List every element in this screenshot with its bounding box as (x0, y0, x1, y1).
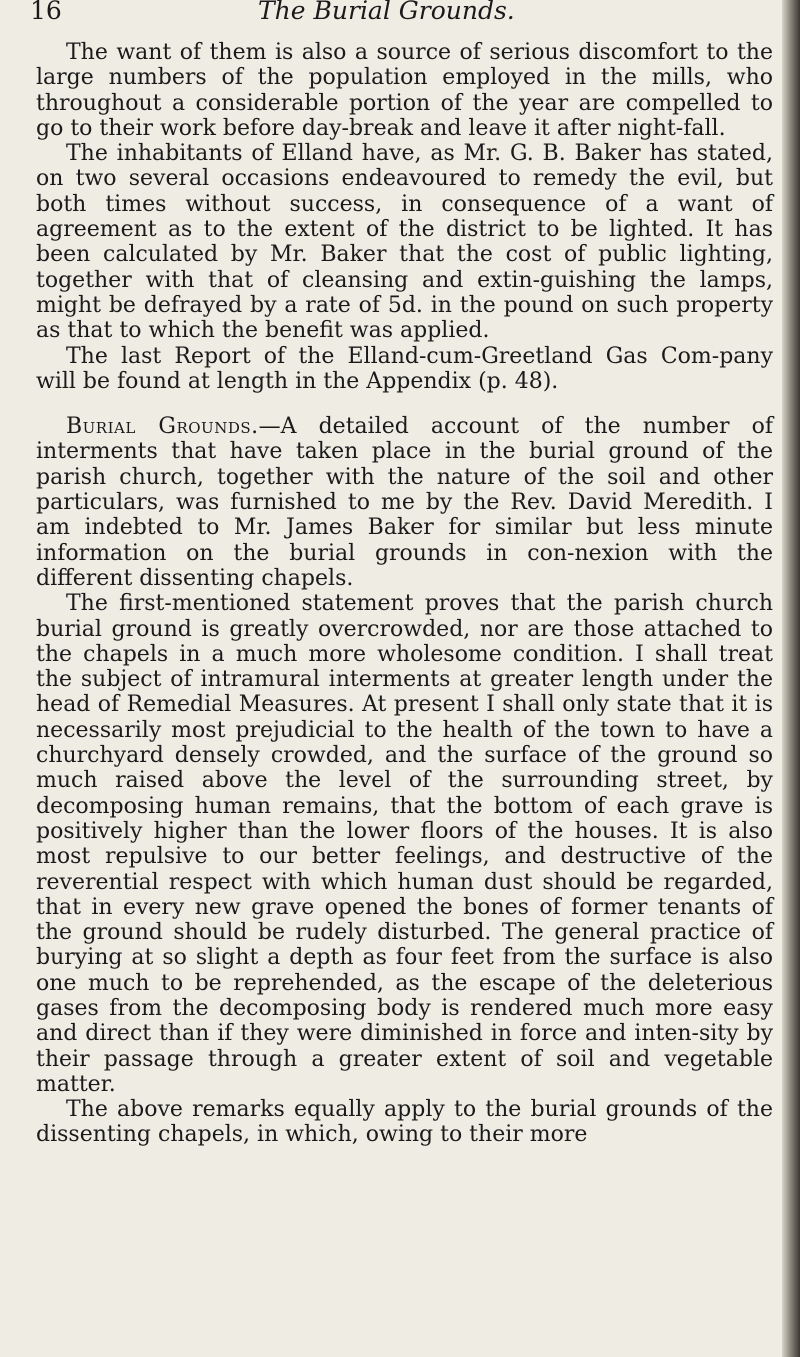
paragraph: The want of them is also a source of serious discomfort to the large numbers of the population employed in the mills, who throughout a considerable portion of the year are compelled to go to their work before day-break and leave it after night-fall. (36, 40, 773, 141)
page-number: 16 (30, 0, 62, 25)
paragraph: The first-mentioned statement proves that the parish church burial ground is greatly overcrowded, nor are those attached to the chapels in a much more wholesome condition. I shall treat the subject of intramural interments at greater length under the head of Remedial Measures. At present I shall only state that it is necessarily most prejudicial to the health of the town to have a churchyard densely crowded, and the surface of the ground so much raised above the level of the surrounding street, by decomposing human remains, that the bottom of each grave is positively higher than the lower floors of the houses. It is also most repulsive to our better feelings, and destructive of the reverential respect with which human dust should be regarded, that in every new grave opened the bones of former tenants of the ground should be rudely disturbed. The general practice of burying at so slight a depth as four feet from the surface is also one much to be reprehended, as the escape of the deleterious gases from the decomposing body is rendered much more easy and direct than if they were diminished in force and inten-sity by their passage through a greater extent of soil and vegetable matter. (36, 591, 773, 1097)
section-paragraph (36, 414, 773, 591)
paragraph: The above remarks equally apply to the burial grounds of the dissenting chapels, in which, owing to their more (36, 1097, 773, 1148)
page-binding-edge (782, 0, 800, 1357)
paragraph: The last Report of the Elland-cum-Greetland Gas Com-pany will be found at length in the Appendix (p. 48). (36, 343, 773, 394)
section-heading: Burial Grounds. (66, 414, 259, 440)
paragraph-text: —A detailed account of the number of interments that have taken place in the burial ground of the parish church, together with the nature of the soil and other particulars, was furnished to me by the Rev. David Meredith. I am indebted to Mr. James Baker for similar but less minute information on the burial grounds in con-nexion with the different dissenting chapels. (36, 414, 773, 591)
running-title: The Burial Grounds. (258, 0, 515, 25)
body-text (36, 40, 773, 1148)
paragraph: The inhabitants of Elland have, as Mr. G. B. Baker has stated, on two several occasions endeavoured to remedy the evil, but both times without success, in consequence of a want of agreement as to the extent of the district to be lighted. It has been calculated by Mr. Baker that the cost of public lighting, together with that of cleansing and extin-guishing the lamps, might be defrayed by a rate of 5d. in the pound on such property as that to which the benefit was applied. (36, 141, 773, 344)
page-header (30, 0, 770, 30)
